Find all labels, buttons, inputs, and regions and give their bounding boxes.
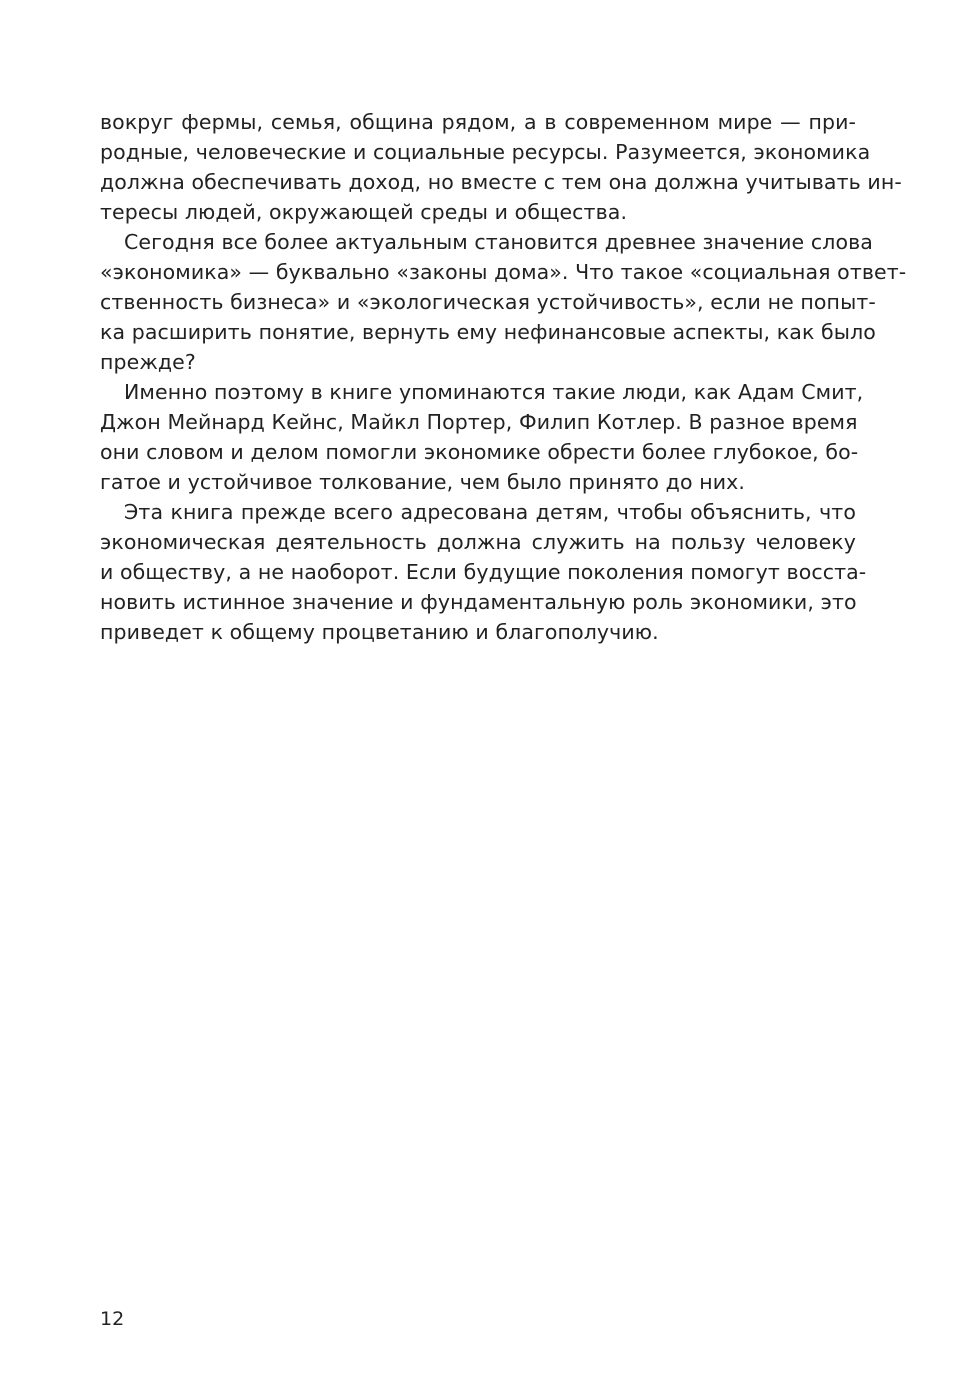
paragraph (100, 227, 907, 377)
body-text (100, 107, 907, 647)
text-line: ка расширить понятие, вернуть ему нефинансовые аспекты, как было (100, 320, 876, 344)
text-line: и обществу, а не наоборот. Если будущие поколения помогут восста- (100, 560, 867, 584)
page-number: 12 (100, 1308, 125, 1330)
text-line: Эта книга прежде всего адресована детям, чтобы объяснить, что (124, 500, 856, 524)
text-line: «экономика» — буквально «законы дома». Что такое «социальная ответ- (100, 260, 907, 284)
text-line: должна обеспечивать доход, но вместе с тем она должна учитывать ин- (100, 170, 902, 194)
text-line: Джон Мейнард Кейнс, Майкл Портер, Филип Котлер. В разное время (100, 410, 858, 434)
text-line: Сегодня все более актуальным становится древнее значение слова (124, 230, 873, 254)
text-line: родные, человеческие и социальные ресурсы. Разумеется, экономика (100, 140, 871, 164)
text-line: они словом и делом помогли экономике обрести более глубокое, бо- (100, 440, 859, 464)
text-line: новить истинное значение и фундаментальную роль экономики, это (100, 590, 857, 614)
paragraph (100, 497, 867, 647)
paragraph (100, 107, 902, 227)
text-line: вокруг фермы, семья, община рядом, а в современном мире — при- (100, 110, 856, 134)
text-line: экономическая деятельность должна служить на пользу человеку (100, 530, 856, 554)
paragraph (100, 377, 864, 497)
text-line: прежде? (100, 350, 196, 374)
text-line: гатое и устойчивое толкование, чем было принято до них. (100, 470, 745, 494)
text-line: тересы людей, окружающей среды и общества. (100, 200, 628, 224)
text-line: Именно поэтому в книге упоминаются такие люди, как Адам Смит, (124, 380, 864, 404)
text-line: приведет к общему процветанию и благополучию. (100, 620, 659, 644)
text-line: ственность бизнеса» и «экологическая устойчивость», если не попыт- (100, 290, 876, 314)
